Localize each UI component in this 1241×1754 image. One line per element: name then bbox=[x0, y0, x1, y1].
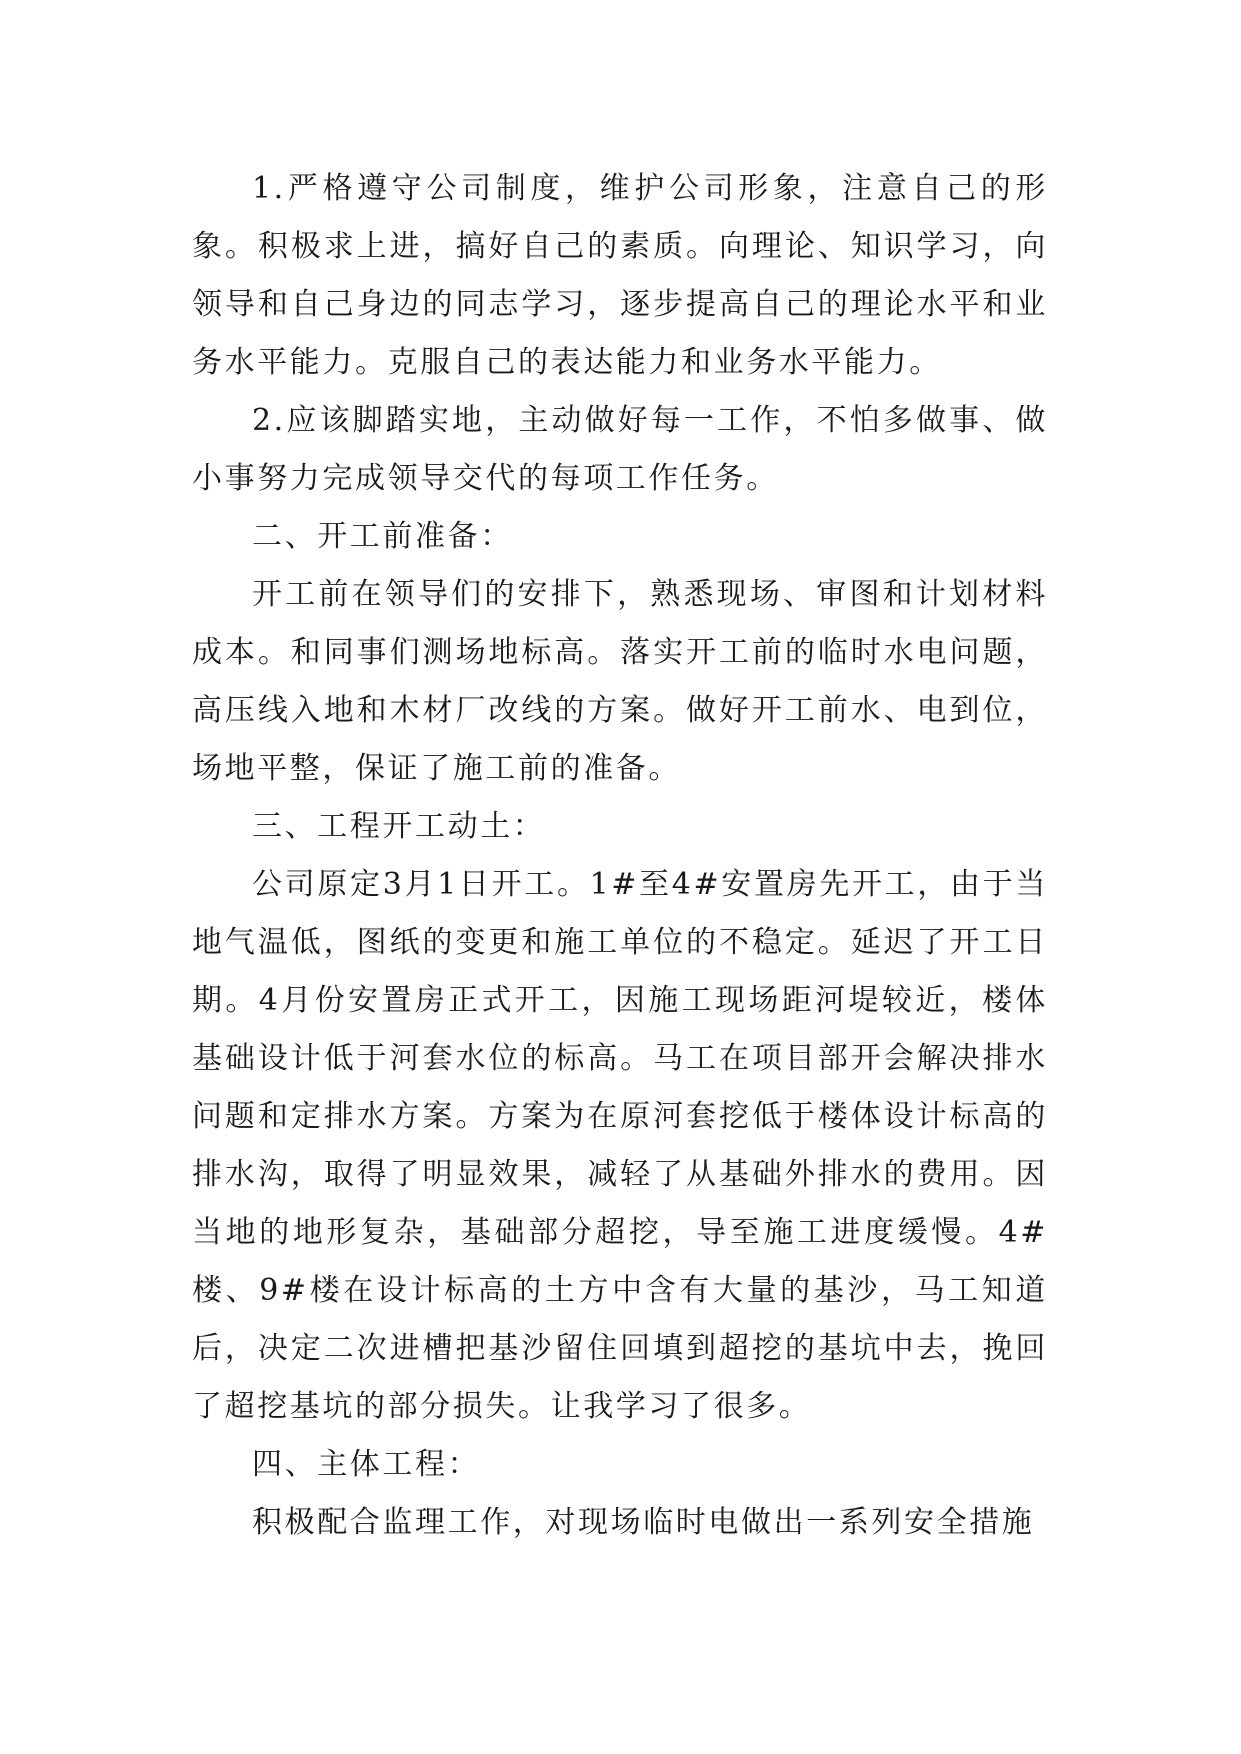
paragraph-1: 1.严格遵守公司制度，维护公司形象，注意自己的形象。积极求上进，搞好自己的素质。向理论、知识学习，向领导和自己身边的同志学习，逐步提高自己的理论水平和业务水平能力。克服自己的表达能力和业务水平能力。 bbox=[192, 171, 1048, 380]
section-heading-4: 四、主体工程： bbox=[252, 1447, 481, 1482]
paragraph-4: 公司原定3月1日开工。1#至4#安置房先开工，由于当地气温低，图纸的变更和施工单位的不稳定。延迟了开工日期。4月份安置房正式开工，因施工现场距河堤较近，楼体基础设计低于河套水位的标高。马工在项目部开会解决排水问题和定排水方案。方案为在原河套挖低于楼体设计标高的排水沟，取得了明显效果，减轻了从基础外排水的费用。因当地的地形复杂，基础部分超挖，导至施工进度缓慢。4#楼、9#楼在设计标高的土方中含有大量的基沙，马工知道后，决定二次进槽把基沙留住回填到超挖的基坑中去，挽回了超挖基坑的部分损失。让我学习了很多。 bbox=[192, 867, 1048, 1424]
paragraph-5: 积极配合监理工作，对现场临时电做出一系列安全措施 bbox=[252, 1505, 1035, 1540]
paragraph-3: 开工前在领导们的安排下，熟悉现场、审图和计划材料成本。和同事们测场地标高。落实开工前的临时水电问题，高压线入地和木材厂改线的方案。做好开工前水、电到位，场地平整，保证了施工前的准备。 bbox=[192, 577, 1048, 786]
section-heading-2: 二、开工前准备： bbox=[252, 519, 513, 554]
paragraph-2: 2.应该脚踏实地，主动做好每一工作，不怕多做事、做小事努力完成领导交代的每项工作任务。 bbox=[192, 403, 1048, 496]
section-heading-3: 三、工程开工动土： bbox=[252, 809, 546, 844]
document-body bbox=[192, 160, 1048, 1552]
